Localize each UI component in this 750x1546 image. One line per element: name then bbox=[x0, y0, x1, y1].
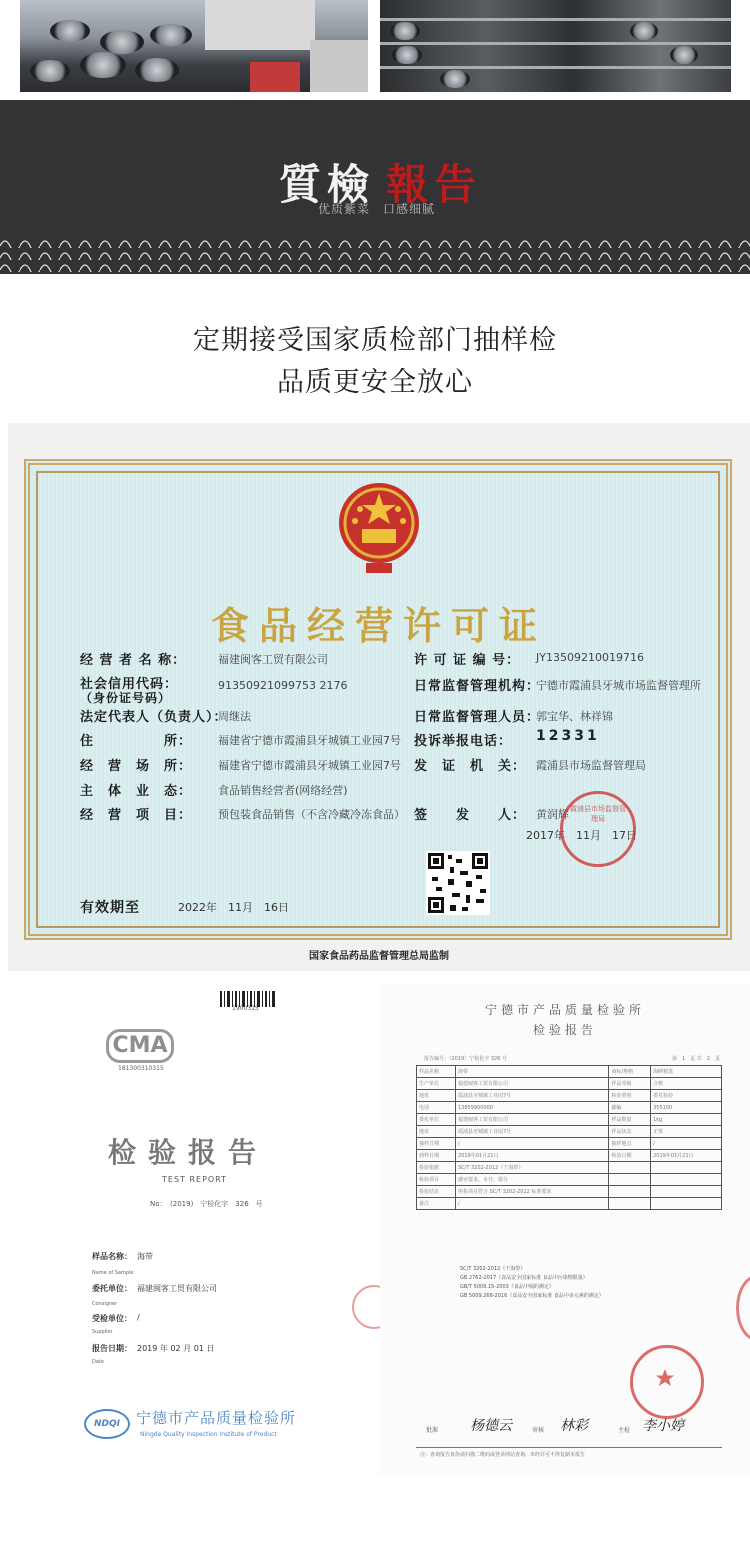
license-label: 日常监督管理机构： bbox=[414, 679, 541, 694]
page-indicator: 第 1 页 共 2 页 bbox=[672, 1056, 720, 1062]
report-seal bbox=[630, 1345, 704, 1419]
banner-title-white: 質檢 bbox=[279, 160, 376, 209]
license-value: 周继法 bbox=[218, 710, 251, 723]
table-cell: 邮编 bbox=[609, 1102, 651, 1114]
license-value: JY13509210019716 bbox=[536, 651, 644, 664]
table-cell: 地址 bbox=[417, 1090, 456, 1102]
supplier-value: / bbox=[137, 1313, 140, 1322]
report-number-small: 报告编号：（2019）宁检化字 326 号 bbox=[424, 1056, 507, 1062]
license-label: 发 证 机 关： bbox=[414, 759, 527, 774]
table-cell: 检验依据 bbox=[417, 1162, 456, 1174]
client-label: 委托单位： bbox=[92, 1284, 132, 1293]
table-cell: 样品名称 bbox=[417, 1066, 456, 1078]
sign-label: 审核 bbox=[532, 1427, 545, 1434]
client-label-en: Consigner bbox=[92, 1301, 118, 1307]
supplier-label-en: Supplier bbox=[92, 1329, 113, 1335]
license-value: 91350921099753 2176 bbox=[218, 679, 348, 692]
license-label: （身份证号码） bbox=[80, 691, 172, 705]
sample-label-en: Name of Sample bbox=[92, 1270, 134, 1276]
license-value: 预包装食品销售（不含冷藏冷冻食品） bbox=[218, 808, 405, 821]
table-cell: 霞浦县牙城镇工业园7号 bbox=[456, 1126, 609, 1138]
table-cell: 海带 bbox=[456, 1066, 609, 1078]
table-cell bbox=[651, 1186, 722, 1198]
divider bbox=[416, 1447, 722, 1448]
table-row bbox=[417, 1126, 722, 1138]
standard-item: SC/T 3202-2012《干海带》 bbox=[460, 1266, 526, 1272]
table-cell: 13859900000 bbox=[456, 1102, 609, 1114]
seal-text: 霞浦县市场监督管理局 bbox=[570, 805, 626, 823]
license-value: 福建省宁德市霞浦县牙城镇工业园7号 bbox=[218, 759, 401, 772]
license-value: 霞浦县市场监督管理局 bbox=[536, 759, 646, 772]
license-label: 经 营 场 所： bbox=[80, 759, 193, 774]
table-cell: 抽样地点 bbox=[609, 1138, 651, 1150]
quality-report-banner bbox=[0, 100, 750, 274]
institute-name: 宁德市产品质量检验所 bbox=[136, 1409, 297, 1427]
table-cell: 福建闽客工贸有限公司 bbox=[456, 1114, 609, 1126]
table-cell: 所检项目符合 SC/T 3202-2012 标准要求 bbox=[456, 1186, 609, 1198]
table-cell bbox=[609, 1174, 651, 1186]
report-table bbox=[416, 1065, 722, 1210]
red-crate bbox=[250, 62, 300, 92]
standard-item: GB 2762-2017《食品安全国家标准 食品中污染物限量》 bbox=[460, 1275, 588, 1281]
valid-until-label: 有效期至 bbox=[80, 900, 140, 916]
seaweed-disc bbox=[392, 46, 422, 64]
table-row bbox=[417, 1186, 722, 1198]
table-cell: 商标/规格 bbox=[609, 1066, 651, 1078]
sample-label: 样品名称： bbox=[92, 1252, 132, 1261]
valid-until-date: 2022年 11月 16日 bbox=[178, 901, 289, 914]
headline-line-2: 品质更安全放心 bbox=[277, 367, 473, 398]
table-cell: 检验结论 bbox=[417, 1186, 456, 1198]
table-cell: 感官要求、水分、盐分 bbox=[456, 1174, 609, 1186]
license-label: 经 营 项 目： bbox=[80, 808, 193, 823]
table-cell bbox=[609, 1198, 651, 1210]
signature: 林彩 bbox=[560, 1418, 588, 1434]
table-cell: 样品数量 bbox=[609, 1114, 651, 1126]
issue-date: 2017年 11月 17日 bbox=[526, 829, 637, 842]
shelf bbox=[380, 18, 731, 21]
national-emblem-icon bbox=[330, 477, 428, 577]
official-seal bbox=[560, 791, 636, 867]
table-row bbox=[417, 1066, 722, 1078]
license-footer: 国家食品药品监督管理总局监制 bbox=[309, 951, 449, 962]
cma-mark: CMA bbox=[106, 1029, 174, 1063]
table-row bbox=[417, 1078, 722, 1090]
banner-title-red: 報告 bbox=[386, 160, 483, 209]
shelf bbox=[380, 42, 731, 45]
seaweed-disc bbox=[150, 24, 192, 46]
license-value: 食品销售经营者(网络经营) bbox=[218, 784, 348, 797]
license-value: 黄润辉 bbox=[536, 808, 569, 821]
seaweed-disc bbox=[390, 22, 420, 40]
client-value: 福建闽客工贸有限公司 bbox=[137, 1284, 217, 1293]
license-label: 经 营 者 名 称： bbox=[80, 653, 187, 668]
table-cell bbox=[609, 1162, 651, 1174]
report-header-institute: 宁德市产品质量检验所 bbox=[484, 1003, 645, 1017]
table-cell: 抽样日期 bbox=[417, 1138, 456, 1150]
license-value: 福建闽客工贸有限公司 bbox=[218, 653, 328, 666]
sign-label: 批准 bbox=[426, 1427, 439, 1434]
qr-code-icon bbox=[426, 851, 490, 915]
table-cell: / bbox=[456, 1138, 609, 1150]
headline-line-1: 定期接受国家质检部门抽样检 bbox=[193, 325, 557, 356]
table-row bbox=[417, 1174, 722, 1186]
license-value: 郭宝华、林祥锦 bbox=[536, 710, 613, 723]
table-cell: 样品等级 bbox=[609, 1078, 651, 1090]
ndqi-logo: NDQI bbox=[84, 1409, 130, 1439]
seaweed-disc bbox=[30, 60, 70, 82]
table-cell: 电话 bbox=[417, 1102, 456, 1114]
table-row bbox=[417, 1162, 722, 1174]
table-row bbox=[417, 1102, 722, 1114]
food-business-license bbox=[8, 423, 750, 971]
partial-seal-right bbox=[736, 1275, 750, 1341]
date-value: 2019 年 02 月 01 日 bbox=[137, 1344, 215, 1353]
test-report-cover bbox=[0, 985, 372, 1445]
table-cell: 地址 bbox=[417, 1126, 456, 1138]
table-cell: 合格 bbox=[651, 1078, 722, 1090]
license-label: 许 可 证 编 号： bbox=[414, 653, 521, 668]
table-cell: 海鲜精选 bbox=[651, 1066, 722, 1078]
bag bbox=[310, 40, 368, 92]
supplier-label: 受检单位： bbox=[92, 1314, 132, 1323]
table-cell: 霞浦县牙城镇工业园7号 bbox=[456, 1090, 609, 1102]
license-label: 法定代表人（负责人）： bbox=[80, 710, 228, 725]
standard-item: GB 5009.268-2016《食品安全国家标准 食品中多元素的测定》 bbox=[460, 1293, 604, 1299]
report-header-title: 检验报告 bbox=[532, 1023, 597, 1037]
table-cell: 检验日期 bbox=[609, 1150, 651, 1162]
barcode-number: 1900315 bbox=[232, 1005, 259, 1012]
sample-value: 海带 bbox=[137, 1252, 153, 1261]
table-cell: 检验项目 bbox=[417, 1174, 456, 1186]
table-cell bbox=[651, 1198, 722, 1210]
table-cell: 2019年01月21日 bbox=[456, 1150, 609, 1162]
table-cell: 委托单位 bbox=[417, 1114, 456, 1126]
license-label: 签 发 人： bbox=[414, 808, 527, 823]
signature: 李小婷 bbox=[642, 1418, 684, 1434]
date-label-en: Date bbox=[92, 1359, 104, 1365]
table-cell: 355100 bbox=[651, 1102, 722, 1114]
factory-photo-packing bbox=[20, 0, 368, 92]
factory-photos bbox=[0, 0, 750, 100]
table-row bbox=[417, 1150, 722, 1162]
wave-pattern bbox=[0, 236, 750, 274]
license-label: 日常监督管理人员： bbox=[414, 710, 541, 725]
license-label: 社会信用代码： bbox=[80, 677, 179, 692]
test-report-page bbox=[380, 985, 750, 1475]
report-title-en: TEST REPORT bbox=[162, 1175, 228, 1184]
complaint-phone: 12331 bbox=[536, 728, 600, 744]
shelf bbox=[380, 66, 731, 69]
standards-list bbox=[460, 1265, 680, 1301]
table-cell bbox=[651, 1174, 722, 1186]
table-cell: 生产单位 bbox=[417, 1078, 456, 1090]
license-label: 主 体 业 态： bbox=[80, 784, 193, 799]
cma-number: 181300310315 bbox=[118, 1065, 164, 1072]
report-notice: 注：查询报告真伪请扫描二维码或登录网站查询，未经许可不得复制本报告 bbox=[420, 1452, 586, 1458]
table-row bbox=[417, 1090, 722, 1102]
table-cell: 检验类别 bbox=[609, 1090, 651, 1102]
table-row bbox=[417, 1198, 722, 1210]
seaweed-disc bbox=[80, 52, 126, 78]
table-row bbox=[417, 1138, 722, 1150]
table-cell: SC/T 3202-2012《干海带》 bbox=[456, 1162, 609, 1174]
report-number: No： (2019) 宁检化字 326 号 bbox=[150, 1200, 263, 1208]
institute-name-en: Ningde Quality Inspection Institute of Product bbox=[140, 1431, 277, 1438]
table-cell bbox=[609, 1186, 651, 1198]
license-value: 福建省宁德市霞浦县牙城镇工业园7号 bbox=[218, 734, 401, 747]
table-cell: 样品状态 bbox=[609, 1126, 651, 1138]
date-label: 报告日期： bbox=[92, 1344, 132, 1353]
worker-figure bbox=[205, 0, 315, 50]
table-cell: 正常 bbox=[651, 1126, 722, 1138]
signature: 杨德云 bbox=[470, 1418, 512, 1434]
license-label: 投诉举报电话： bbox=[414, 734, 513, 749]
license-value: 宁德市霞浦县牙城市场监督管理所 bbox=[536, 679, 701, 692]
table-cell: 2019年01月21日 bbox=[651, 1150, 722, 1162]
table-cell: / bbox=[651, 1138, 722, 1150]
license-title: 食品经营许可证 bbox=[210, 603, 547, 648]
table-row bbox=[417, 1114, 722, 1126]
table-cell: / bbox=[456, 1198, 609, 1210]
table-cell: 到样日期 bbox=[417, 1150, 456, 1162]
sign-label: 主检 bbox=[618, 1427, 631, 1434]
seaweed-disc bbox=[630, 22, 658, 40]
table-cell: 备注 bbox=[417, 1198, 456, 1210]
standard-item: GB/T 5009.15-2003《食品中镉的测定》 bbox=[460, 1284, 554, 1290]
banner-subtitle: 优质紫菜 口感细腻 bbox=[318, 202, 436, 216]
factory-photo-warehouse bbox=[380, 0, 731, 92]
license-label: 住 所： bbox=[80, 734, 193, 749]
seaweed-disc bbox=[100, 30, 144, 54]
report-title: 检验报告 bbox=[108, 1136, 269, 1169]
table-cell bbox=[651, 1162, 722, 1174]
seaweed-disc bbox=[50, 20, 90, 42]
seaweed-disc bbox=[440, 70, 470, 88]
table-cell: 福建闽客工贸有限公司 bbox=[456, 1078, 609, 1090]
table-cell: 1kg bbox=[651, 1114, 722, 1126]
table-cell: 委托检验 bbox=[651, 1090, 722, 1102]
seaweed-disc bbox=[135, 58, 179, 82]
seal-star-icon bbox=[655, 1368, 675, 1388]
seaweed-disc bbox=[670, 46, 698, 64]
